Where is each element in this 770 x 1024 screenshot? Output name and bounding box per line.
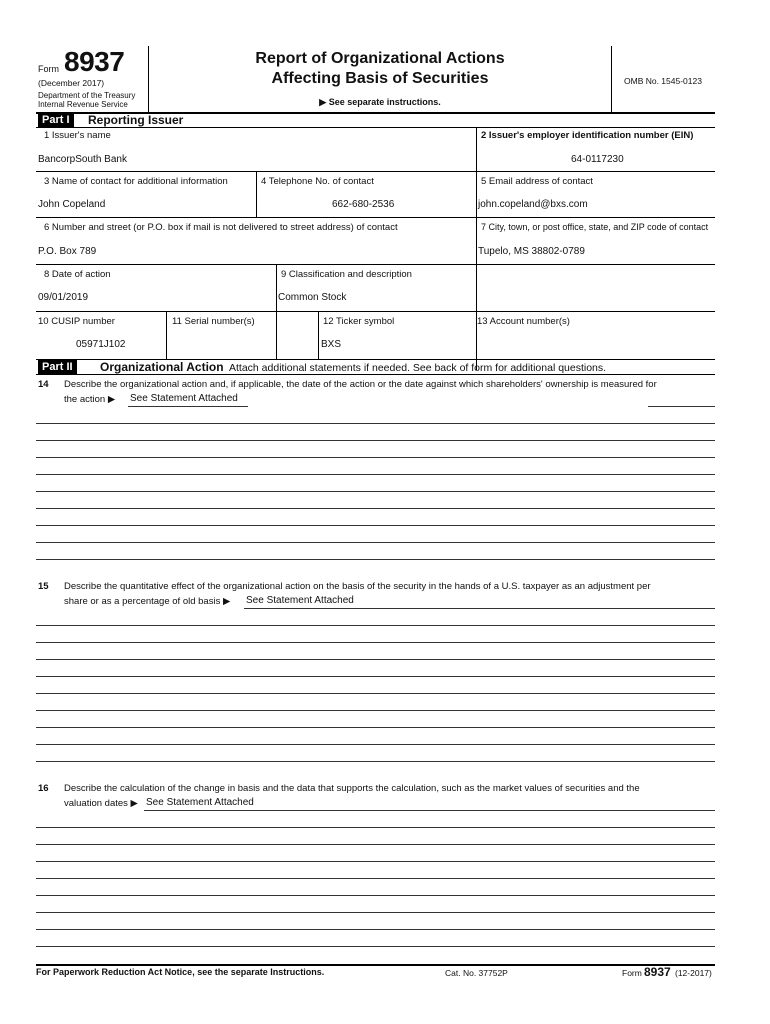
q14-number: 14 [38,379,49,390]
q15-answer[interactable]: See Statement Attached [246,595,354,606]
q14-text-line2: the action ▶ [64,394,116,405]
q15-number: 15 [38,581,49,592]
part2-title: Organizational Action [100,360,224,374]
q16-line [36,895,715,896]
footer-form-number: 8937 [644,965,671,979]
q14-line [36,457,715,458]
field3-value[interactable]: John Copeland [38,199,106,210]
field4-label: 4 Telephone No. of contact [261,176,374,187]
q15-line [36,676,715,677]
q14-text-line1: Describe the organizational action and, if applicable, the date of the action or the date against which shareholders' ownership is measured for [64,379,657,390]
footer-rule [36,964,715,966]
q14-line [36,474,715,475]
q14-line [36,491,715,492]
q16-line [36,861,715,862]
field8-label: 8 Date of action [44,269,111,280]
field6-value[interactable]: P.O. Box 789 [38,246,97,257]
q15-answer-underline [244,608,715,609]
form-title-line2: Affecting Basis of Securities [271,70,489,87]
field7-value[interactable]: Tupelo, MS 38802-0789 [478,246,585,257]
field11-label: 11 Serial number(s) [172,316,255,327]
q15-line [36,761,715,762]
q14-answer-underline [128,406,248,407]
row2-rule [36,217,715,218]
q16-line [36,878,715,879]
q15-line [36,710,715,711]
omb-number: OMB No. 1545-0123 [624,76,702,86]
q16-text-line2: valuation dates ▶ [64,798,138,809]
form-number: 8937 [64,46,125,77]
field1-label: 1 Issuer's name [44,130,111,141]
q15-line [36,659,715,660]
q15-line [36,744,715,745]
header-divider-left [148,46,149,112]
part2-badge: Part II [38,360,77,375]
field2-value[interactable]: 64-0117230 [571,154,624,165]
q16-line [36,827,715,828]
q15-line [36,625,715,626]
row1-rule [36,171,715,172]
dept-line1: Department of the Treasury [38,91,136,100]
footer-form-word: Form [622,968,642,978]
q14-line [36,508,715,509]
part2-title-rule [36,374,715,375]
q14-line [36,525,715,526]
field2-label: 2 Issuer's employer identification number (EIN) [481,130,694,141]
dept-line2: Internal Revenue Service [38,100,128,109]
form-revision: (December 2017) [38,78,105,88]
field5-label: 5 Email address of contact [481,176,593,187]
field9-label: 9 Classification and description [281,269,412,280]
row2-divider [256,171,257,217]
field5-value[interactable]: john.copeland@bxs.com [478,199,588,210]
field12-value[interactable]: BXS [321,339,342,350]
field10-value[interactable]: 05971J102 [76,339,126,350]
row4-rule [36,311,715,312]
see-instructions: ▶ See separate instructions. [319,97,441,107]
q16-text-line1: Describe the calculation of the change in basis and the data that supports the calculation, such as the market values of securities and the [64,783,640,794]
field12-label: 12 Ticker symbol [323,316,395,327]
q16-answer[interactable]: See Statement Attached [146,797,254,808]
paperwork-notice: For Paperwork Reduction Act Notice, see the separate Instructions. [36,967,325,977]
header-divider-right [611,46,612,112]
field6-label: 6 Number and street (or P.O. box if mail is not delivered to street address) of contact [44,222,398,233]
part1-title-rule [36,127,715,128]
q14-line [36,440,715,441]
right-column-divider [476,127,477,370]
q14-line-1b [648,406,715,407]
field1-value[interactable]: BancorpSouth Bank [38,154,127,165]
q15-line [36,642,715,643]
part1-title: Reporting Issuer [88,113,184,127]
row3-rule [36,264,715,265]
q16-line [36,946,715,947]
q14-line [36,542,715,543]
q15-line [36,727,715,728]
part1-badge: Part I [38,113,74,128]
q15-text-line1: Describe the quantitative effect of the organizational action on the basis of the security in the hands of a U.S. taxpayer as an adjustment per [64,581,651,592]
q15-line [36,693,715,694]
field9-value[interactable]: Common Stock [278,292,347,303]
part2-title-note: Attach additional statements if needed. See back of form for additional questions. [229,362,607,374]
q14-line [36,423,715,424]
form-word: Form [38,64,59,74]
field7-label: 7 City, town, or post office, state, and ZIP code of contact [481,222,709,232]
row5-divider-a [166,311,167,359]
q14-line [36,559,715,560]
q16-number: 16 [38,783,49,794]
catalog-number: Cat. No. 37752P [445,968,508,978]
field4-value[interactable]: 662-680-2536 [332,199,395,210]
field13-label: 13 Account number(s) [477,316,570,327]
footer-revision: (12-2017) [675,968,712,978]
q16-line [36,912,715,913]
form-title-line1: Report of Organizational Actions [255,50,505,67]
q14-answer[interactable]: See Statement Attached [130,393,238,404]
q16-answer-underline [144,810,715,811]
field3-label: 3 Name of contact for additional information [44,176,228,187]
row5-divider-b [318,311,319,359]
field10-label: 10 CUSIP number [38,316,115,327]
q16-line [36,844,715,845]
q15-text-line2: share or as a percentage of old basis ▶ [64,596,231,607]
q16-line [36,929,715,930]
field8-value[interactable]: 09/01/2019 [38,292,89,303]
